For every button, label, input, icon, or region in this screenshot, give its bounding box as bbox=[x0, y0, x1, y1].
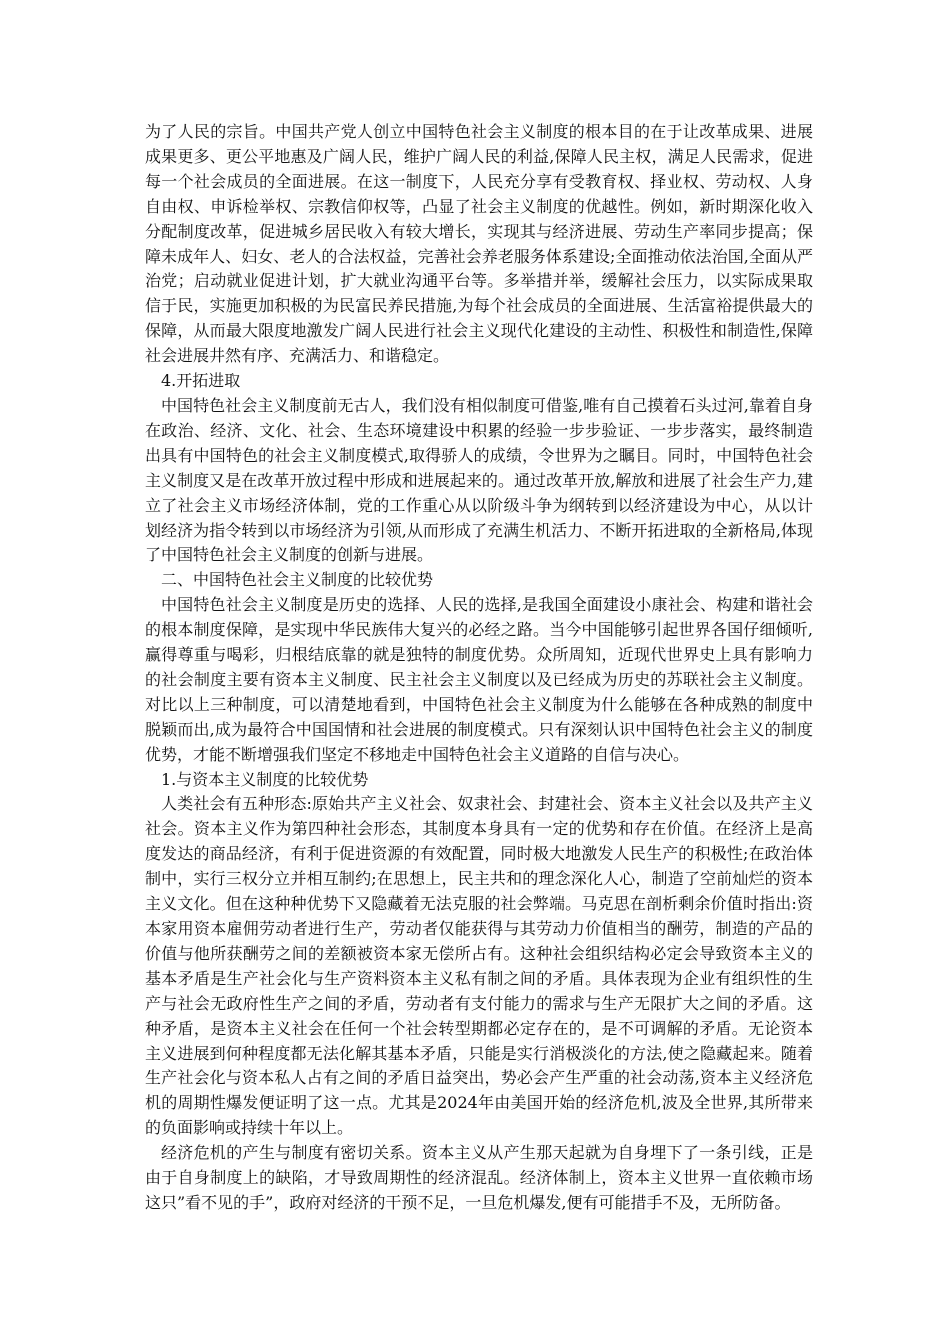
section-heading-comparative-advantages: 二、中国特色社会主义制度的比较优势 bbox=[161, 570, 434, 590]
paragraph-five-social-forms: 人类社会有五种形态:原始共产主义社会、奴隶社会、封建社会、资本主义社会以及共产主义社会。资本主义作为第四种社会形态，其制度本身具有一定的优势和存在价值。在经济上是高度发达的商品经济，有利于促进资源的有效配置，同时极大地激发人民生产的积极性;在政治体制中，实行三权分立并相互制约;在思想上，民主共和的理念深化人心，制造了空前灿烂的资本主义文化。但在这种种优势下又隐藏着无法克服的社会弊端。马克思在剖析剩余价值时指出:资本家用资本雇佣劳动者进行生产，劳动者仅能获得与其劳动力价值相当的酬劳，制造的产品的价值与他所获酬劳之间的差额被资本家无偿所占有。这种社会组织结构必定会导致资本主义的基本矛盾是生产社会化与生产资料资本主义私有制之间的矛盾。具体表现为企业有组织性的生产与社会无政府性生产之间的矛盾，劳动者有支付能力的需求与生产无限扩大之间的矛盾。这种矛盾，是资本主义社会在任何一个社会转型期都必定存在的，是不可调解的矛盾。无论资本主义进展到何种程度都无法化解其基本矛盾，只能是实行消极淡化的方法,使之隐藏起来。随着生产社会化与资本私人占有之间的矛盾日益突出，势必会产生严重的社会动荡,资本主义经济危机的周期性爆发便证明了这一点。尤其是2024年由美国开始的经济危机,波及全世界,其所带来的负面影响或持续十年以上。 bbox=[145, 794, 813, 1138]
section-heading-vs-capitalism: 1.与资本主义制度的比较优势 bbox=[161, 769, 369, 789]
paragraph-economic-crisis: 经济危机的产生与制度有密切关系。资本主义从产生那天起就为自身埋下了一条引线，正是由于自身制度上的缺陷，才导致周期性的经济混乱。经济体制上，资本主义世界一直依赖市场这只”看不见的手”，政府对经济的干预不足，一旦危机爆发,便有可能措手不及，无所防备。 bbox=[145, 1143, 813, 1212]
paragraph-historical-choice: 中国特色社会主义制度是历史的选择、人民的选择,是我国全面建设小康社会、构建和谐社会的根本制度保障，是实现中华民族伟大复兴的必经之路。当今中国能够引起世界各国仔细倾听,赢得尊重与喝彩，归根结底靠的就是独特的制度优势。众所周知，近现代世界史上具有影响力的社会制度主要有资本主义制度、民主社会主义制度以及已经成为历史的苏联社会主义制度。对比以上三种制度，可以清楚地看到，中国特色社会主义制度为什么能够在各种成熟的制度中脱颖而出,成为最符合中国国情和社会进展的制度模式。只有深刻认识中国特色社会主义的制度优势，才能不断增强我们坚定不移地走中国特色社会主义道路的自信与决心。 bbox=[145, 595, 813, 764]
section-heading-pioneering: 4.开拓进取 bbox=[161, 371, 241, 391]
document-body bbox=[145, 120, 813, 1216]
paragraph-pioneering: 中国特色社会主义制度前无古人，我们没有相似制度可借鉴,唯有自己摸着石头过河,靠着自身在政治、经济、文化、社会、生态环境建设中积累的经验一步步验证、一步步落实，最终制造出具有中国特色的社会主义制度模式,取得骄人的成绩，令世界为之瞩目。同时，中国特色社会主义制度又是在改革开放过程中形成和进展起来的。通过改革开放,解放和进展了社会生产力,建立了社会主义市场经济体制，党的工作重心从以阶级斗争为纲转到以经济建设为中心，从以计划经济为指令转到以市场经济为引领,从而形成了充满生机活力、不断开拓进取的全新格局,体现了中国特色社会主义制度的创新与进展。 bbox=[145, 395, 813, 565]
paragraph-people-purpose: 为了人民的宗旨。中国共产党人创立中国特色社会主义制度的根本目的在于让改革成果、进展成果更多、更公平地惠及广阔人民，维护广阔人民的利益,保障人民主权，满足人民需求，促进每一个社会成员的全面进展。在这一制度下，人民充分享有受教育权、择业权、劳动权、人身自由权、申诉检举权、宗教信仰权等，凸显了社会主义制度的优越性。例如，新时期深化收入分配制度改革，促进城乡居民收入有较大增长，实现其与经济进展、劳动生产率同步提高；保障未成年人、妇女、老人的合法权益，完善社会养老服务体系建设;全面推动依法治国,全面从严治党；启动就业促进计划，扩大就业沟通平台等。多举措并举，缓解社会压力，以实际成果取信于民，实施更加积极的为民富民养民措施,为每个社会成员的全面进展、生活富裕提供最大的保障，从而最大限度地激发广阔人民进行社会主义现代化建设的主动性、积极性和制造性,保障社会进展井然有序、充满活力、和谐稳定。 bbox=[145, 122, 813, 366]
